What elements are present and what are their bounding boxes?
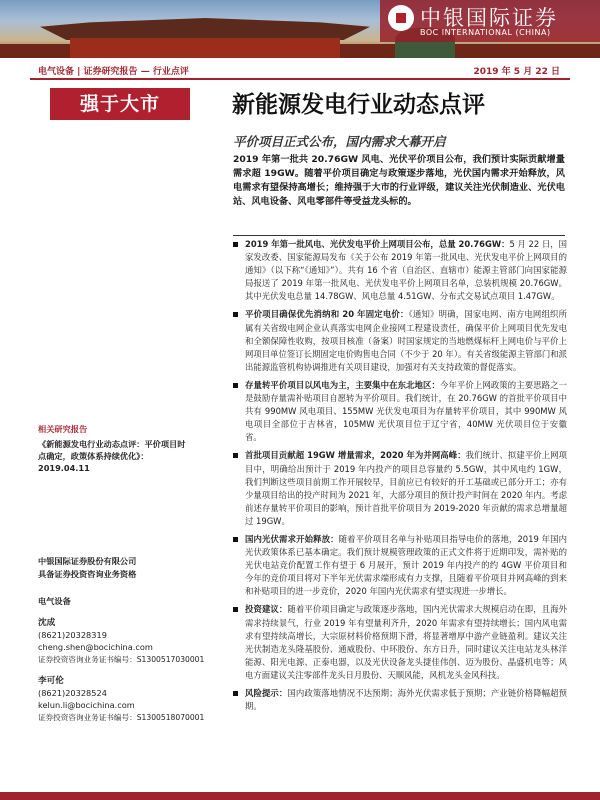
rating-badge: 强于大市	[50, 88, 190, 120]
bullet-item	[233, 379, 567, 444]
bullet-list	[233, 238, 567, 718]
bullet-lead: 平价项目确保优先消纳和 20 年固定电价：	[245, 309, 409, 320]
report-date: 2019 年 5 月 22 日	[473, 67, 560, 77]
analyst-phone: (8621)20328319	[38, 630, 107, 640]
palace-roof-illustration	[40, 18, 370, 40]
report-subtitle: 平价项目正式公布，国内需求大幕开启	[233, 134, 446, 149]
bullet-square-icon	[233, 312, 238, 317]
header-banner	[0, 0, 600, 58]
bullet-text: 5 月 22 日，国家发改委、国家能源局发布《关于公布 2019 年第一批风电、光伏发电平价上网项目的通知》（以下称“《通知》”）。共有 16 个省（自治区、直辖市）能源主管部门向国家能源局报送了 2019 年第一批风电、光伏发电平价上网项目名单，总装机规模 20.76GW。其中光伏发电总量 14.78GW、风电总量 4.51GW、分布式交易试点项目 1.47GW。	[245, 239, 567, 302]
bullet-lead: 存量转平价项目以风电为主，主要集中在东北地区：	[245, 379, 440, 390]
logo-english-name: BOC INTERNATIONAL (CHINA)	[420, 28, 551, 37]
bullet-square-icon	[233, 607, 238, 612]
bullet-lead: 风险提示：	[245, 688, 288, 698]
analyst-phone: (8621)20328524	[38, 688, 107, 698]
report-title: 新能源发电行业动态点评	[232, 91, 485, 118]
bullet-square-icon	[233, 383, 238, 388]
sector-label: 电气设备	[38, 596, 71, 606]
related-reports-heading: 相关研究报告	[38, 424, 88, 434]
analyst-email[interactable]: kelun.li@bocichina.com	[38, 700, 135, 710]
logo-chinese-name: 中银国际证券	[420, 6, 558, 30]
boc-logo-icon	[388, 5, 414, 31]
header-divider	[30, 78, 570, 80]
analyst-certificate: 证券投资咨询业务证书编号：S1300518070001	[38, 713, 205, 722]
bullet-lead: 首批项目贡献超 19GW 增量需求，2020 年为并网高峰：	[245, 450, 466, 461]
bullet-item	[233, 449, 567, 528]
company-name: 中银国际证券股份有限公司	[38, 556, 137, 566]
footer-bar	[0, 792, 600, 800]
bullet-lead: 国内光伏需求开始释放：	[245, 533, 339, 544]
bullet-text: 随着平价项目名单与补贴项目指导电价的落地，2019 年国内光伏政策体系已基本确定。我们预计规模管理政策的正式文件将于近期印发，需补贴的光伏电站竞价配置工作有望于 6 月展开，预计 2019 年内投产的约 4GW 平价项目和今年的竞价项目将对下半年光伏需求端形成有力支撑，且随着平价项目并网高峰的到来和补贴项目的进一步竞价，2020 年国内光伏需求有望实现进一步增长。	[245, 533, 567, 597]
bullet-lead: 投资建议：	[245, 604, 288, 615]
analyst-name: 李可伦	[38, 676, 64, 686]
bullet-text: 我们统计、拟建平价上网项目中，明确给出预计于 2019 年内投产的项目总容量约 5.5GW，其中风电约 1GW，我们判断这些项目前期工作开展较早，目前应已有较好的开工基础或已部分开工；亦有少量项目给出的投产时间为 2021 年，大部分项目的预计投产时间在 2020 年内。考虑前述存量转平价项目的影响，预计首批平价项目为 2019-2020 年贡献的需求总增量超过 19GW。	[245, 450, 568, 526]
bullet-text: 《通知》明确，国家电网、南方电网组织所属有关省级电网企业认真落实电网企业接网工程建设责任，确保平价上网项目优先发电和全额保障性收购，按项目核准（备案）时国家规定的当地燃煤标杆上网电价与平价上网项目单位签订长期固定电价购售电合同（不少于 20 年）。有关省级能源主管部门和派出能源监管机构协调推进有关项目建设，加强对有关支持政策的督促落实。	[245, 309, 567, 372]
bullet-item	[233, 308, 567, 373]
summary-paragraph: 2019 年第一批共 20.76GW 风电、光伏平价项目公布，我们预计实际贡献增量需求超 19GW。随着平价项目确定与政策逐步落地，光伏国内需求开始释放，风电需求有望保持高增长；维持强于大市的行业评级，建议关注光伏制造业、光伏电站、风电设备、风电零部件等受益龙头标的。	[233, 154, 565, 207]
related-report-link[interactable]: 《新能源发电行业动态点评：平价项目时点确定，政策体系持续优化》：2019.04.11	[38, 439, 186, 473]
bullet-text: 国内政策落地情况不达预期；海外光伏需求低于预期；产业链价格降幅超预期。	[245, 688, 568, 712]
company-qualification: 具备证券投资咨询业务资格	[38, 569, 137, 579]
bullet-square-icon	[233, 691, 238, 696]
palace-hall-illustration	[70, 38, 340, 58]
breadcrumb: 电气设备 | 证券研究报告 — 行业点评	[38, 67, 189, 77]
analyst-certificate: 证券投资咨询业务证书编号：S1300517030001	[38, 655, 205, 664]
bullet-lead: 2019 年第一批风电、光伏发电平价上网项目公布，总量 20.76GW：	[245, 239, 510, 249]
bullet-square-icon	[233, 453, 238, 458]
bullet-text: 随着平价项目确定与政策逐步落地，国内光伏需求大规模启动在即，且海外需求持续景气，行业 2019 年有望量利齐升，2020 年需求有望持续增长；国内风电需求有望持续高增长，大宗原材料价格预期下滑，将显著增厚中游产业链盈利。建议关注光伏制造龙头隆基股份、通威股份、中环股份、东方日升，同时建议关注电站龙头林洋能源、阳光电源、正泰电器，以及光伏设备龙头捷佳伟创、迈为股份、晶盛机电等；风电方面建议关注零部件龙头日月股份、天顺风能，风机龙头金风科技。	[245, 604, 568, 680]
bullet-item	[233, 533, 567, 598]
bullet-text: 今年平价上网政策的主要思路之一是鼓励存量需补贴项目自愿转为平价项目。我们统计，在 20.76GW 的首批平价项目中共有 990MW 风电项目、155MW 光伏发电项目为存量转平价项目，其中 990MW 风电项目全部位于吉林省，105MW 光伏项目位于辽宁省，40MW 光伏项目位于安徽省。	[245, 379, 568, 443]
analyst-name: 沈成	[38, 618, 56, 628]
bullet-item	[233, 603, 567, 682]
bullet-item	[233, 687, 567, 713]
bullet-square-icon	[233, 537, 238, 542]
analyst-email[interactable]: cheng.shen@bocichina.com	[38, 642, 153, 652]
bullet-item	[233, 238, 567, 303]
bullet-square-icon	[233, 242, 238, 247]
summary-divider	[233, 235, 565, 236]
